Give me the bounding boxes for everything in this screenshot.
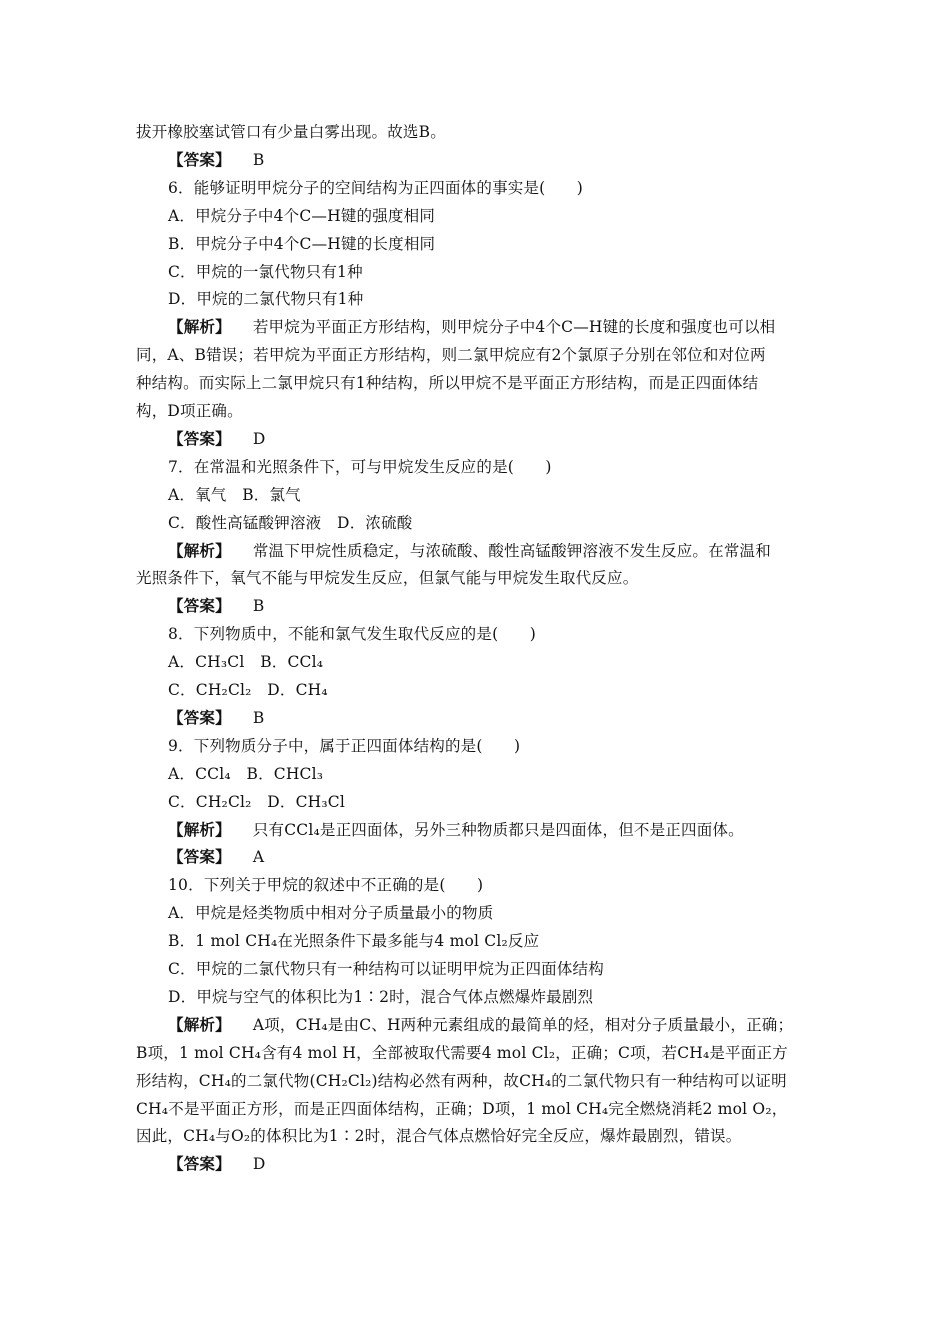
- text-line: C．CH₂Cl₂ D．CH₄: [168, 681, 328, 699]
- text-line: C．CH₂Cl₂ D．CH₃Cl: [168, 792, 346, 811]
- analysis-label: 【解析】: [168, 317, 231, 337]
- answer-label: 【答案】: [168, 428, 231, 448]
- text-line: 10．下列关于甲烷的叙述中不正确的是( ): [168, 876, 484, 895]
- text-line: D．甲烷与空气的体积比为1∶2时，混合气体点燃爆炸最剧烈: [168, 987, 594, 1006]
- text-line: 形结构，CH₄的二氯代物(CH₂Cl₂)结构必然有两种，故CH₄的二氯代物只有一种结构可以证明: [136, 1071, 787, 1090]
- answer-line: [168, 708, 264, 728]
- analysis-text: 常温下甲烷性质稳定，与浓硫酸、酸性高锰酸钾溶液不发生反应。在常温和: [252, 541, 771, 560]
- text-line: CH₄不是平面正方形，而是正四面体结构，正确；D项，1 mol CH₄完全燃烧消耗2 mol O₂，: [136, 1099, 788, 1118]
- answer-value: A: [252, 848, 265, 867]
- answer-line: [168, 847, 264, 867]
- analysis-line: [168, 820, 744, 840]
- answer-line: [168, 1154, 265, 1174]
- text-line: A．氧气 B．氯气: [168, 485, 301, 504]
- text-line: B．1 mol CH₄在光照条件下最多能与4 mol Cl₂反应: [168, 932, 540, 951]
- analysis-label: 【解析】: [168, 540, 231, 560]
- answer-value: B: [252, 597, 265, 616]
- text-line: 因此，CH₄与O₂的体积比为1∶2时，混合气体点燃恰好完全反应，爆炸最剧烈，错误。: [136, 1127, 742, 1146]
- text-line: A．CH₃Cl B．CCl₄: [168, 653, 324, 672]
- answer-label: 【答案】: [168, 596, 231, 616]
- text-line: 同，A、B错误；若甲烷为平面正方形结构，则二氯甲烷应有2个氯原子分别在邻位和对位两: [136, 346, 766, 365]
- text-line: B．甲烷分子中4个C—H键的长度相同: [168, 234, 436, 253]
- answer-line: [168, 429, 265, 449]
- answer-label: 【答案】: [168, 847, 231, 867]
- text-line: A．甲烷分子中4个C—H键的强度相同: [168, 206, 436, 225]
- text-line: C．甲烷的二氯代物只有一种结构可以证明甲烷为正四面体结构: [168, 960, 604, 978]
- text-line: C．甲烷的一氯代物只有1种: [168, 262, 363, 281]
- analysis-text: 只有CCl₄是正四面体，另外三种物质都只是四面体，但不是正四面体。: [252, 820, 744, 839]
- analysis-text: 若甲烷为平面正方形结构，则甲烷分子中4个C—H键的长度和强度也可以相: [252, 318, 776, 337]
- text-line: D．甲烷的二氯代物只有1种: [168, 290, 364, 309]
- text-line: 9．下列物质分子中，属于正四面体结构的是( ): [168, 736, 521, 755]
- answer-value: B: [252, 150, 265, 169]
- answer-label: 【答案】: [168, 149, 231, 169]
- analysis-label: 【解析】: [168, 1014, 231, 1034]
- text-line: 6．能够证明甲烷分子的空间结构为正四面体的事实是( ): [168, 178, 584, 197]
- answer-label: 【答案】: [168, 1154, 231, 1174]
- text-line: 7．在常温和光照条件下，可与甲烷发生反应的是( ): [168, 457, 552, 476]
- analysis-line: [168, 317, 775, 337]
- text-line: 构，D项正确。: [136, 402, 243, 420]
- answer-line: [168, 150, 264, 170]
- analysis-line: [168, 541, 771, 561]
- analysis-label: 【解析】: [168, 819, 231, 839]
- text-line: C．酸性高锰酸钾溶液 D．浓硫酸: [168, 513, 413, 532]
- analysis-text: A项，CH₄是由C、H两种元素组成的最简单的烃，相对分子质量最小，正确；: [252, 1015, 794, 1034]
- text-line: B项，1 mol CH₄含有4 mol H，全部被取代需要4 mol Cl₂，正确；C项，若CH₄是平面正方: [136, 1043, 788, 1062]
- answer-value: D: [252, 429, 266, 448]
- answer-line: [168, 596, 264, 616]
- answer-value: B: [252, 708, 265, 727]
- analysis-line: [168, 1015, 793, 1035]
- text-line: A．甲烷是烃类物质中相对分子质量最小的物质: [168, 904, 494, 923]
- answer-label: 【答案】: [168, 707, 231, 727]
- text-line: 拔开橡胶塞试管口有少量白雾出现。故选B。: [136, 123, 446, 141]
- text-line: 光照条件下，氧气不能与甲烷发生反应，但氯气能与甲烷发生取代反应。: [136, 569, 639, 588]
- answer-value: D: [252, 1155, 266, 1174]
- text-line: 种结构。而实际上二氯甲烷只有1种结构，所以甲烷不是平面正方形结构，而是正四面体结: [136, 374, 759, 393]
- text-line: A．CCl₄ B．CHCl₃: [168, 764, 324, 783]
- text-line: 8．下列物质中，不能和氯气发生取代反应的是( ): [168, 625, 536, 644]
